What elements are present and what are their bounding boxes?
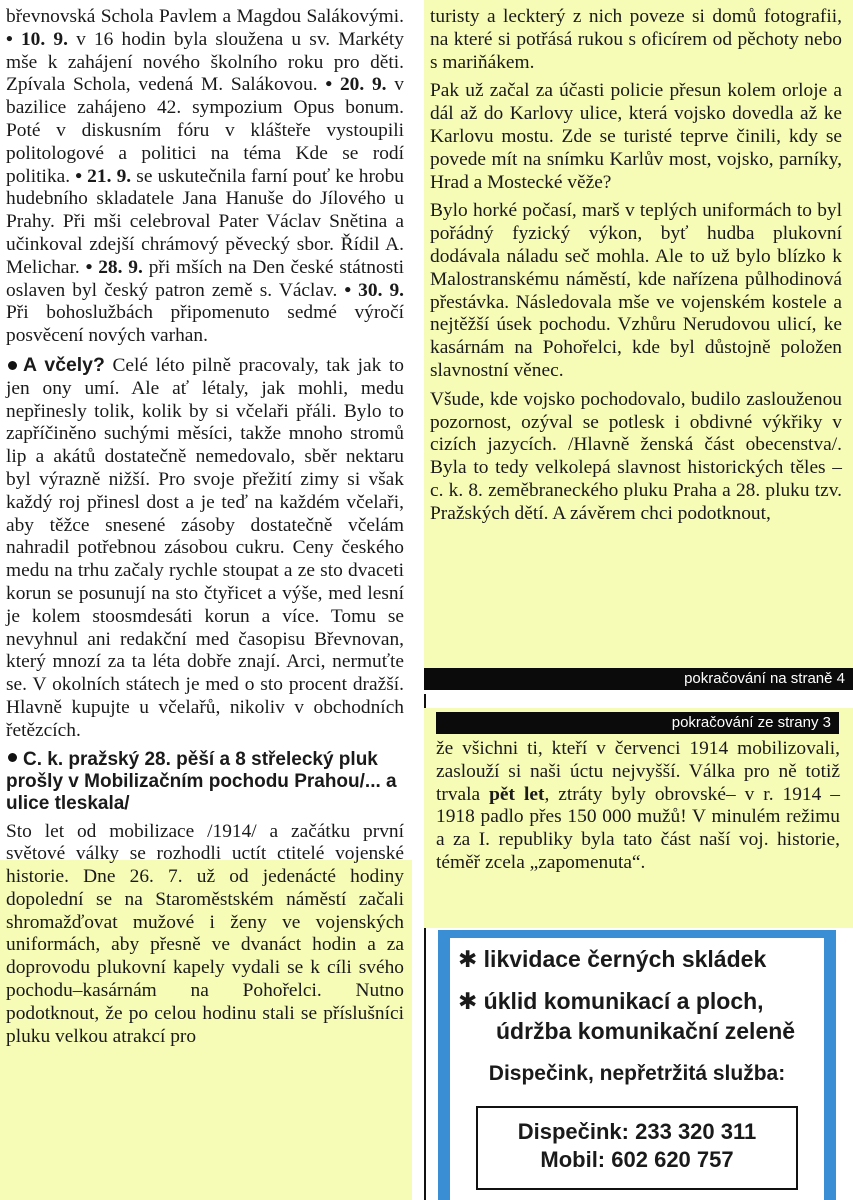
heading-text: C. k. pražský 28. pěší a 8 střelecký pluk prošly v Mobilizačním pochodu Prahou/... a ulice tleskala/	[6, 748, 397, 814]
mobile-line	[478, 1146, 796, 1174]
phone-label: Dispečink:	[517, 1119, 629, 1144]
bullet-icon	[8, 753, 17, 762]
ad-item-2: ✱ úklid komunikací a ploch,	[458, 988, 764, 1014]
ad-phone-box	[476, 1106, 798, 1190]
date: • 10. 9.	[6, 28, 68, 50]
continued-from-bar: pokračování ze strany 3	[436, 712, 839, 734]
mobile-label: Mobil:	[540, 1147, 606, 1172]
right-column	[424, 0, 853, 1200]
continuation-paragraph	[436, 738, 840, 875]
continued-on-bar: pokračování na straně 4	[424, 668, 853, 690]
text: že všichni ti, kteří v červenci 1914 mobilizovali, zaslouží si naši úctu nejvyšší. Válka pro ně totiž trvala	[436, 738, 840, 805]
bold-text: pět let	[489, 783, 545, 805]
date: • 20. 9.	[325, 74, 387, 96]
date: • 21. 9.	[75, 165, 132, 187]
regiment-text: Sto let od mobilizace /1914/ a začátku první světové války se rozhodli uctít ctitelé vojenské historie. Dne 26. 7. už od jedenácté hodiny dopolední se na Staroměstském náměstí začali shromažďovat mužové i ženy ve vojenských uniformách, aby přesně ve dvanáct hodin a za doprovodu plukovní kapely vydali se k cíli svého pochodu–kasárnám na Pohořelci. Nutno podotknout, že po celou hodinu stali se příslušníci pluku velkou atrakcí pro	[6, 820, 404, 1047]
bullet-icon	[8, 361, 17, 370]
ad-item-1: ✱ likvidace černých skládek	[458, 946, 767, 972]
regiment-article	[6, 749, 404, 1049]
text: v bazilice zahájeno 42. sympozium Opus bonum. Poté v diskusním fóru v klášteře vystoupili politologové a politici na téma Kde se rodí politika.	[6, 74, 404, 187]
right-text	[426, 0, 846, 532]
text: se uskutečnila farní pouť ke hrobu hudebního skladatele Jana Hanuše do Jílového u Prahy. Při mši celebroval Pater Václav Snětina a učinkoval zdejší chrámový pěvecký sbor. Řídil A. Melichar.	[6, 165, 404, 278]
text: Při bohoslužbách připomenuto sedmé výročí posvěcení nových varhan.	[6, 302, 404, 347]
mobile-number: 602 620 757	[611, 1147, 734, 1172]
paragraph: turisty a leckterý z nich poveze si domů fotografii, na které si potřásá rukou s oficírem od pěchoty nebo s mariňákem.	[430, 6, 842, 73]
date: • 28. 9.	[85, 256, 143, 278]
ad-content	[450, 938, 824, 1200]
bees-text: Celé léto pilně pracovaly, tak jak to jen ony umí. Ale ať létaly, jak mohli, medu nepřinesly tolik, kolik by si včelaři přáli. Bylo to zapříčiněno suchými měsíci, takže mnoho stromů lip a akátů dostatečně nemedovalo, sběr nektaru byl výrazně nižší. Pro svoje přežití zimy si však každý roj přinesl dost a je teď na každém včelaři, aby těžce snesené zásoby dostatečně včelám nahradil potřebnou zásobou cukru. Ceny českého medu na trhu začaly rychle stoupat a ze sto dvaceti korun se posunují na sto čtyřicet a výše, med lesní je kolem stoosmdesáti korun a více. Tomu se nevyhnul ani redakční med časopisu Břevnovan, který mnozí za ta léta dobře znají. Arci, nermuťte se. V okolních státech je med o sto procent dražší. Hlavně kupujte u včelařů, nikoliv v obchodních řetězcích.	[6, 354, 404, 741]
text: břevnovská Schola Pavlem a Magdou Salákovými.	[6, 6, 404, 27]
paragraph: Všude, kde vojsko pochodovalo, budilo zaslouženou pozornost, ozýval se potlesk i obdivné výkřiky v cizích jazycích. /Hlavně ženská část obecenstva/. Byla to tedy velkolepá slavnost historických těles – c. k. 8. zeměbraneckého pluku Praha a 28. pluku tzv. Pražských dětí. A závěrem chci podotknout,	[430, 388, 842, 524]
bees-article	[6, 354, 404, 743]
ad-dispatch: Dispečink, nepřetržitá služba:	[488, 1062, 786, 1085]
phone-line	[478, 1118, 796, 1146]
text: , ztráty byly obrovské– v r. 1914 – 1918 padlo přes 150 000 mužů! V minulém režimu a za I. republiky byla tato část naší voj. historie, téměř zcela „zapomenuta“.	[436, 783, 840, 873]
advertisement	[438, 930, 836, 1200]
regiment-heading	[6, 749, 404, 815]
left-column	[0, 0, 412, 1200]
events-paragraph	[6, 6, 404, 348]
phone-number: 233 320 311	[635, 1119, 757, 1144]
date: • 30. 9.	[344, 279, 404, 301]
paragraph: Pak už začal za účasti policie přesun kolem orloje a dál až do Karlovy ulice, která vojsko dovedla až ke Karlovu mostu. Zde se turisté teprve činili, kdy se povede mít na snímku Karlův most, vojsko, parníky, Hrad a Mostecké věže?	[430, 80, 842, 193]
bees-heading: A včely?	[23, 353, 105, 376]
text: při mších na Den české státnosti oslaven byl český patron země s. Václav.	[6, 256, 405, 301]
paragraph: Bylo horké počasí, marš v teplých uniformách to byl pořádný fyzický výkon, byť hudba plukovní dodávala náladu seč mohla. Ale to už bylo blízko k Malostranskému náměstí, kde nařízena půlhodinová přestávka. Následovala mše ve vojenském kostele a nejtěžší úsek pochodu. Vzhůru Nerudovou ulicí, ke kasárnám na Pohořelci, kde byl důstojně položen slavnostní věnec.	[430, 200, 842, 381]
ad-item-2b: údržba komunikační zeleně	[496, 1018, 796, 1044]
text: v 16 hodin byla sloužena u sv. Markéty mše k zahájení nového školního roku pro děti. Zpívala Schola, vedená M. Salákovou.	[6, 28, 404, 96]
